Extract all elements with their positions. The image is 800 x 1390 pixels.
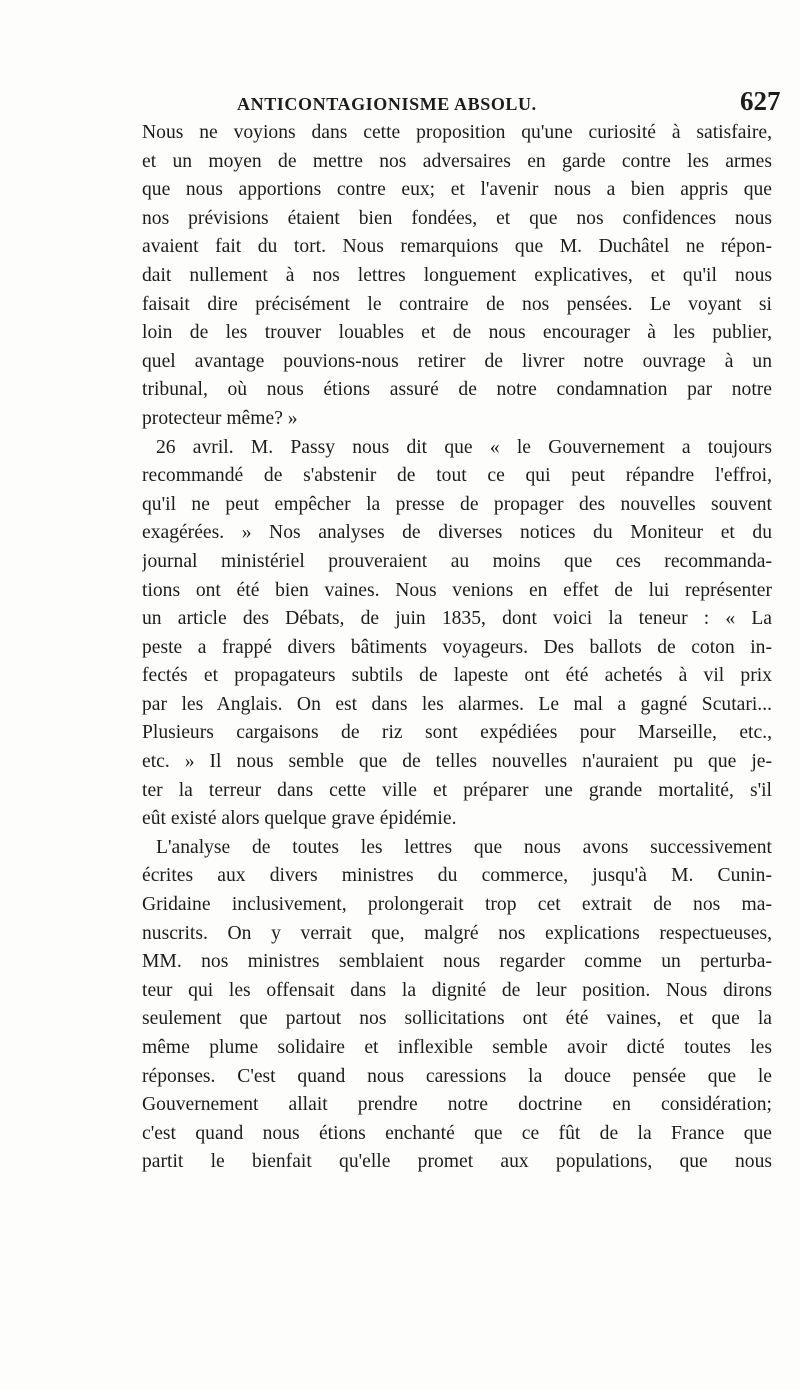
text-line: ter la terreur dans cette ville et préparer une grande mortalité, s'il (142, 779, 772, 801)
text-line: protecteur même? » (142, 407, 298, 429)
text-line: écrites aux divers ministres du commerce, jusqu'à M. Cunin- (142, 865, 772, 887)
text-line: qu'il ne peut empêcher la presse de propager des nouvelles souvent (142, 493, 772, 515)
text-line: L'analyse de toutes les lettres que nous avons successivement (156, 836, 772, 858)
text-line: Gouvernement allait prendre notre doctrine en considération; (142, 1094, 772, 1116)
text-line: exagérées. » Nos analyses de diverses notices du Moniteur et du (142, 522, 772, 544)
text-line: Gridaine inclusivement, prolongerait trop cet extrait de nos ma- (142, 894, 772, 916)
text-line: avaient fait du tort. Nous remarquions que M. Duchâtel ne répon- (142, 236, 772, 258)
text-line: tribunal, où nous étions assuré de notre condamnation par notre (142, 379, 772, 401)
text-line: journal ministériel prouveraient au moins que ces recommanda- (142, 550, 772, 572)
text-line: 26 avril. M. Passy nous dit que « le Gouvernement a toujours (156, 436, 772, 458)
text-line: etc. » Il nous semble que de telles nouvelles n'auraient pu que je- (142, 751, 772, 773)
page-number: 627 (740, 86, 781, 116)
text-line: même plume solidaire et inflexible semble avoir dicté toutes les (142, 1037, 772, 1058)
running-head (0, 86, 800, 116)
text-line: c'est quand nous étions enchanté que ce fût de la France que (142, 1122, 772, 1144)
text-line: nuscrits. On y verrait que, malgré nos explications respectueuses, (142, 922, 772, 944)
text-line: MM. nos ministres semblaient nous regarder comme un perturba- (142, 951, 772, 973)
text-line: peste a frappé divers bâtiments voyageurs. Des ballots de coton in- (142, 636, 772, 658)
text-line: recommandé de s'abstenir de tout ce qui peut répandre l'effroi, (142, 465, 772, 487)
text-line: par les Anglais. On est dans les alarmes. Le mal a gagné Scutari... (142, 693, 772, 715)
text-line: réponses. C'est quand nous caressions la douce pensée que le (142, 1065, 772, 1087)
body-text (142, 119, 772, 1177)
text-line: teur qui les offensait dans la dignité de leur position. Nous dirons (142, 979, 772, 1001)
text-line: et un moyen de mettre nos adversaires en garde contre les armes (142, 150, 772, 172)
text-line: Nous ne voyions dans cette proposition qu'une curiosité à satisfaire, (142, 122, 772, 143)
text-line: dait nullement à nos lettres longuement explicatives, et qu'il nous (142, 264, 772, 286)
text-line: nos prévisions étaient bien fondées, et que nos confidences nous (142, 207, 772, 229)
text-line: partit le bienfait qu'elle promet aux populations, que nous (142, 1151, 772, 1173)
text-line: seulement que partout nos sollicitations ont été vaines, et que la (142, 1008, 772, 1030)
text-line: tions ont été bien vaines. Nous venions en effet de lui représenter (142, 579, 772, 601)
text-line: Plusieurs cargaisons de riz sont expédiées pour Marseille, etc., (142, 722, 772, 744)
text-line: faisait dire précisément le contraire de nos pensées. Le voyant si (142, 293, 772, 315)
text-line: loin de les trouver louables et de nous encourager à les publier, (142, 322, 772, 344)
text-line: que nous apportions contre eux; et l'avenir nous a bien appris que (142, 179, 772, 201)
running-title: ANTICONTAGIONISME ABSOLU. (237, 94, 537, 114)
text-line: quel avantage pouvions-nous retirer de livrer notre ouvrage à un (142, 350, 772, 372)
text-line: eût existé alors quelque grave épidémie. (142, 808, 457, 830)
text-line: fectés et propagateurs subtils de lapeste ont été achetés à vil prix (142, 665, 772, 687)
text-line: un article des Débats, de juin 1835, dont voici la teneur : « La (142, 608, 772, 630)
